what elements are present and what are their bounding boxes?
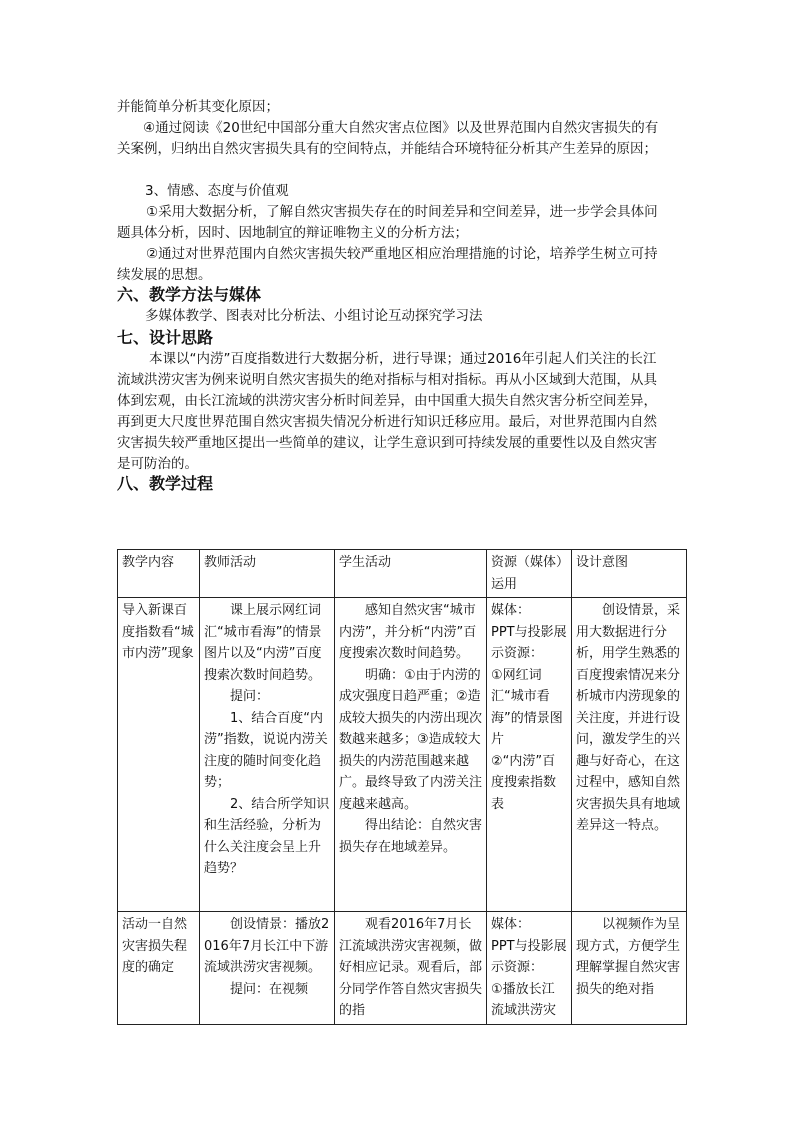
row2-student-p1: 观看2016年7月长江流域洪涝灾害视频，做好相应记录。观看后，部分同学作答自然灾害损失的指 [339,917,483,1018]
emotion-heading: 3、情感、态度与价值观 [145,183,289,199]
row1-student-p1: 感知自然灾害“城市内涝”，并分析“内涝”百度搜索次数时间趋势。 [339,603,477,661]
emotion-item-1: ①采用大数据分析，了解自然灾害损失存在的时间差异和空间差异，进一步学会具体问题具体分析，因时、因地制宜的辩证唯物主义的分析方法； [117,204,658,241]
row1-media-p2: PPT与投影展示资源： [491,624,567,661]
row2-media-p3: ①播放长江流域洪涝灾 [491,981,557,1018]
row2-teacher-p2: 提问：在视频 [230,981,309,997]
row2-teacher [200,912,335,1025]
emotion-item-2: ②通过对世界范围内自然灾害损失较严重地区相应治理措施的讨论，培养学生树立可持续发展的思想。 [117,246,658,283]
row1-content: 导入新课百度指数看“城市内涝”现象 [118,598,200,912]
row2-intent [572,912,687,1025]
section-8-heading: 八、教学过程 [117,474,214,493]
row2-teacher-p1: 创设情景：播放2016年7月长江中下游流域洪涝灾害视频。 [204,917,330,975]
section-6-heading: 六、教学方法与媒体 [117,285,262,304]
objective-line-continue: 并能简单分析其变化原因； [117,99,279,115]
header-media: 资源（媒体）运用 [487,550,572,598]
table-row [118,912,687,1025]
section-7-body: 本课以“内涝”百度指数进行大数据分析，进行导课；通过2016年引起人们关注的长江流域洪涝灾害为例来说明自然灾害损失的绝对指标与相对指标。再从小区域到大范围，从具体到宏观，由长江流域的洪涝灾害分析时间差异，由中国重大损失自然灾害分析空间差异，再到更大尺度世界范围自然灾害损失情况分析进行知识迁移应用。最后，对世界范围内自然灾害损失较严重地区提出一些简单的建议，让学生意识到可持续发展的重要性以及自然灾害是可防治的。 [117,351,657,472]
row1-intent-p1: 创设情景，采用大数据进行分析，用学生熟悉的百度搜索情况来分析城市内涝现象的关注度，并进行设问，激发学生的兴趣与好奇心，在这过程中，感知自然灾害损失具有地域差异这一特点。 [576,603,681,833]
header-content: 教学内容 [118,550,200,598]
row1-teacher-p2: 提问： [230,689,270,704]
section-6-body: 多媒体教学、图表对比分析法、小组讨论互动探究学习法 [145,308,483,324]
row2-media [487,912,572,1025]
teaching-process-table [117,549,687,1025]
table-header-row [118,550,687,598]
row1-student [335,598,487,912]
table-row [118,598,687,912]
row2-student [335,912,487,1025]
row1-teacher-p4: 2、结合所学知识和生活经验，分析为什么关注度会呈上升趋势？ [204,796,330,876]
header-teacher: 教师活动 [200,550,335,598]
header-student: 学生活动 [335,550,487,598]
row1-teacher-p1: 课上展示网红词汇“城市看海”的情景图片以及“内涝”百度搜索次数时间趋势。 [204,603,322,683]
row1-media-p4: ②“内涝”百度搜索指数表 [491,753,557,812]
row1-media-p3: ①网红词汇“城市看海”的情景图片 [491,667,563,747]
row1-teacher-p3: 1、结合百度“内涝”指数，说说内涝关注度的随时间变化趋势； [204,710,328,790]
row1-media-p1: 媒体： [491,603,531,618]
row1-teacher [200,598,335,912]
row1-student-p3: 得出结论：自然灾害损失存在地域差异。 [339,818,483,855]
row1-student-p2: 明确：①由于内涝的成灾强度日趋严重；②造成较大损失的内涝出现次数越来越多；③造成较大损失的内涝范围越来越广。最终导致了内涝关注度越来越高。 [339,667,483,812]
row2-media-p1: 媒体： [491,917,531,932]
row1-media [487,598,572,912]
section-7-heading: 七、设计思路 [117,328,214,347]
row2-content: 活动一自然灾害损失程度的确定 [118,912,200,1025]
objective-item-4: ④通过阅读《20世纪中国部分重大自然灾害点位图》以及世界范围内自然灾害损失的有关案例，归纳出自然灾害损失具有的空间特点，并能结合环境特征分析其产生差异的原因； [117,120,659,157]
row1-intent [572,598,687,912]
header-intent: 设计意图 [572,550,687,598]
row2-intent-p1: 以视频作为呈现方式，方便学生理解掌握自然灾害损失的绝对指 [576,917,681,997]
row2-media-p2: PPT与投影展示资源： [491,938,567,975]
